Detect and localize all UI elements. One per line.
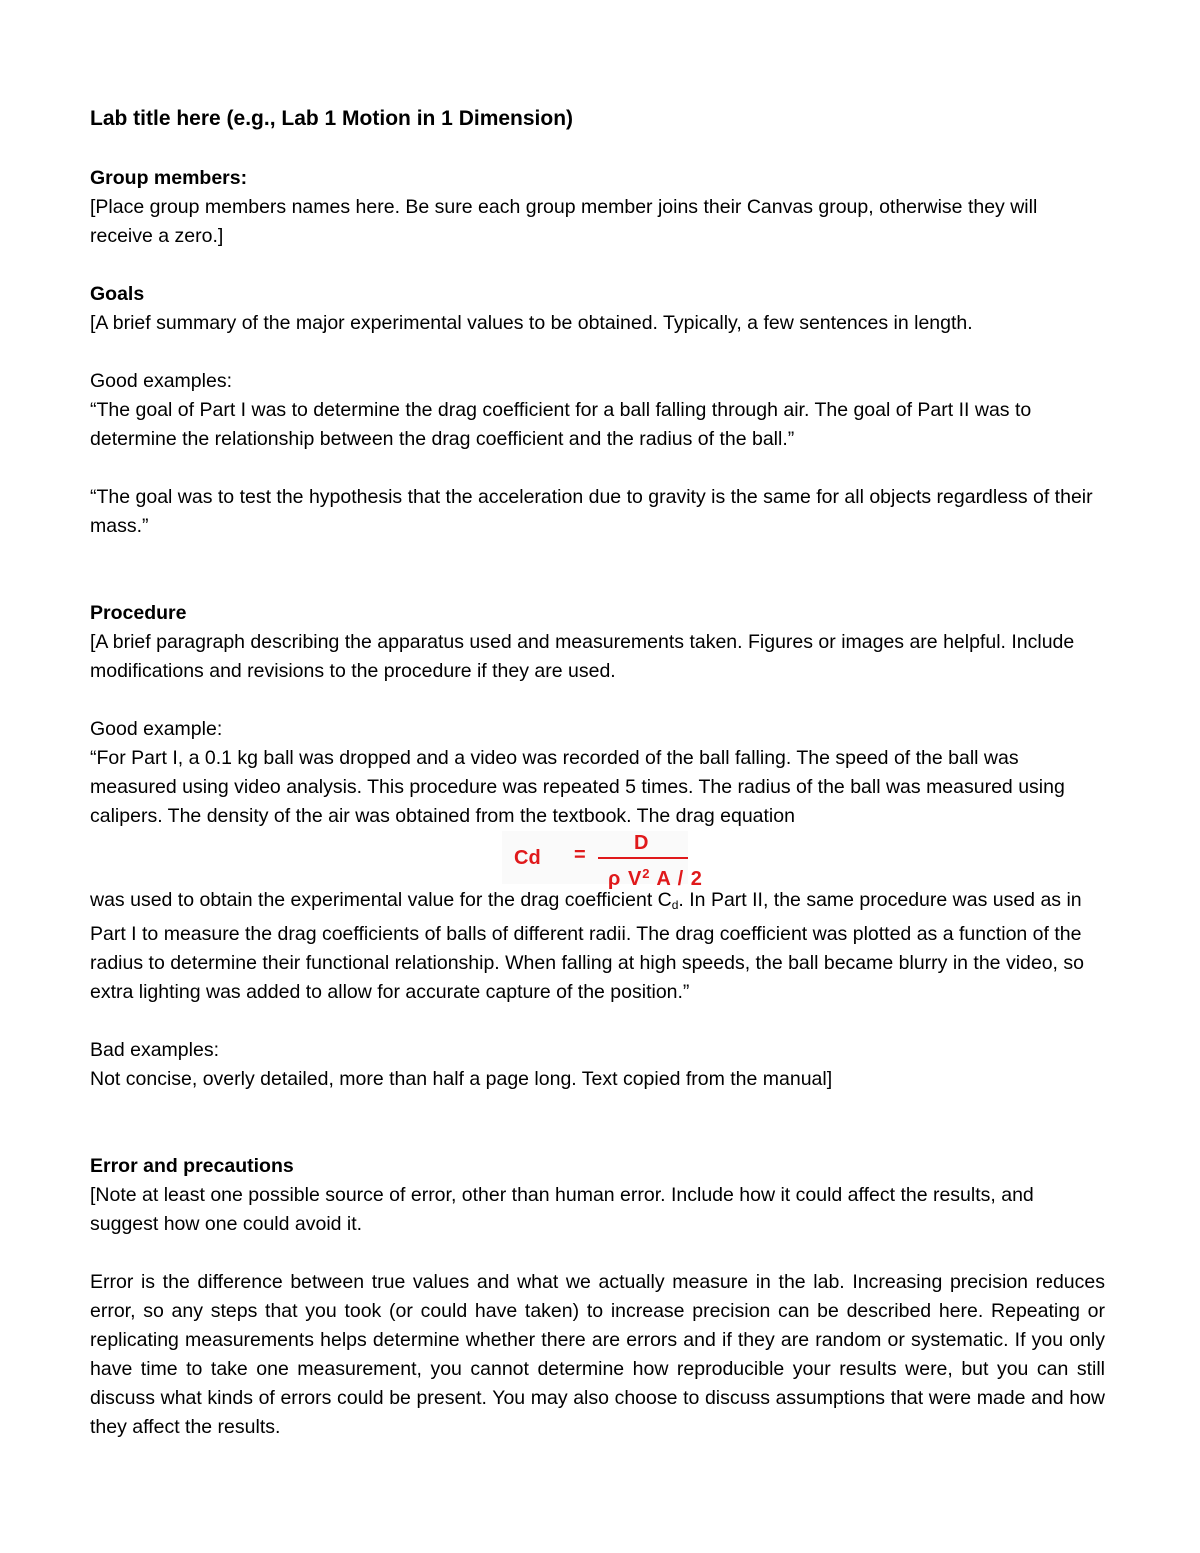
error-body: Error is the difference between true values and what we actually measure in the lab. Increasing precision reduces error, so any steps that you took (or could have taken) to increase precision can be described here. Repeating or replicating measurements helps determine whether there are errors and if they are random or systematic. If you only have time to take one measurement, you cannot determine how reproducible your results were, but you can still discuss what kinds of errors could be present. You may also choose to discuss assumptions that were made and how they affect the results. [90, 1271, 1105, 1438]
denominator-exponent: 2 [642, 866, 651, 881]
procedure-example-part-2 [90, 886, 1105, 1007]
drag-equation-image [502, 831, 703, 890]
procedure-intro: [A brief paragraph describing the apparatus used and measurements taken. Figures or images are helpful. Include modifications and revisions to the procedure if they are used. [90, 631, 1075, 682]
bad-examples-text: Not concise, overly detailed, more than half a page long. Text copied from the manual] [90, 1068, 833, 1090]
goals-intro: [A brief summary of the major experimental values to be obtained. Typically, a few sentences in length. [90, 312, 973, 334]
bad-examples-label: Bad examples: [90, 1039, 219, 1061]
spacer [90, 541, 1105, 599]
spacer [90, 251, 1105, 280]
goals-example-2: “The goal was to test the hypothesis that the acceleration due to gravity is the same for all objects regardless of their mass.” [90, 486, 1093, 537]
spacer [90, 1094, 1105, 1152]
denominator-v: V [627, 868, 643, 890]
group-members-text: [Place group members names here. Be sure each group member joins their Canvas group, otherwise they will receive a zero.] [90, 196, 1038, 247]
procedure-example-part-1: “For Part I, a 0.1 kg ball was dropped and a video was recorded of the ball falling. The speed of the ball was measured using video analysis. This procedure was repeated 5 times. The radius of the ball was measured using calipers. The density of the air was obtained from the textbook. The drag equation [90, 747, 1065, 827]
equation-lhs: Cd [514, 847, 541, 869]
spacer [90, 1239, 1105, 1268]
error-heading: Error and precautions [90, 1155, 294, 1177]
procedure-example-part-2-end: . In Part II, the same procedure was used as in Part I to measure the drag coefficients of balls of different radii. The drag coefficient was plotted as a function of the radius to determine their functional relationship. When falling at high speeds, the ball became blurry in the video, so extra lighting was added to allow for accurate capture of the position.” [90, 889, 1084, 1003]
procedure-example-part-2-start: was used to obtain the experimental value for the drag coefficient C [90, 889, 672, 911]
goals-heading: Goals [90, 283, 145, 305]
error-intro: [Note at least one possible source of error, other than human error. Include how it could affect the results, and suggest how one could avoid it. [90, 1184, 1034, 1235]
equation-equals: = [574, 844, 586, 866]
lab-title: Lab title here (e.g., Lab 1 Motion in 1 Dimension) [90, 107, 574, 130]
drag-coefficient-subscript: d [671, 898, 679, 912]
spacer [90, 1007, 1105, 1036]
procedure-heading: Procedure [90, 602, 187, 624]
procedure-example-label: Good example: [90, 718, 223, 740]
denominator-rho: ρ [608, 868, 622, 890]
denominator-rest: A / 2 [656, 868, 703, 890]
goals-examples-label: Good examples: [90, 370, 232, 392]
equation-numerator: D [634, 832, 649, 854]
group-members-heading: Group members: [90, 167, 248, 189]
document-page [90, 104, 1105, 1442]
equation-denominator [608, 859, 703, 894]
spacer [90, 454, 1105, 483]
spacer [90, 338, 1105, 367]
drag-equation [90, 831, 1105, 890]
goals-example-1: “The goal of Part I was to determine the drag coefficient for a ball falling through air. The goal of Part II was to determine the relationship between the drag coefficient and the radius of the ball.” [90, 399, 1032, 450]
spacer [90, 686, 1105, 715]
